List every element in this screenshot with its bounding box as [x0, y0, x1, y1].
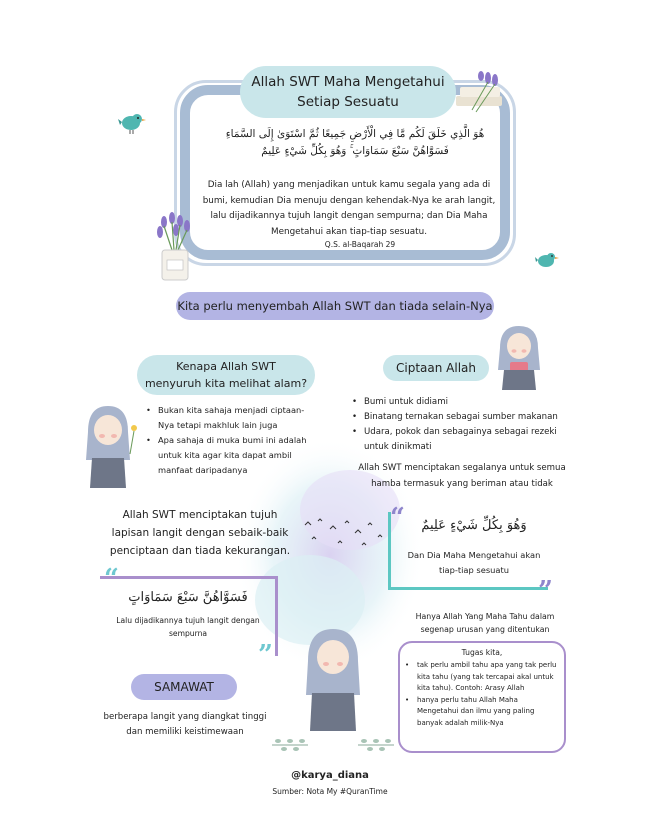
leaf-sprig-icon: [356, 735, 396, 755]
quote-close-mark: ”: [538, 576, 553, 606]
lavender-pot-icon: [152, 212, 198, 284]
ciptaan-list: [352, 395, 570, 455]
quote-left-arabic: فَسَوَّاهُنَّ سَبْعَ سَمَاوَاتٍ: [128, 590, 248, 605]
girl-illustration: [298, 625, 368, 737]
leaf-sprig-icon: [270, 735, 310, 755]
lavender-books-icon: [448, 70, 510, 122]
question-pill: [137, 355, 315, 395]
source-note: Sumber: Nota My #QuranTime: [272, 787, 388, 796]
question-answer-list: [146, 403, 318, 478]
tugas-list: [405, 660, 561, 729]
list-item: • Apa sahaja di muka bumi ini adalah untuk kita agar kita dapat ambil manfaat daripadanya: [146, 433, 318, 478]
girl-illustration: [78, 402, 140, 494]
samawat-desc: berberapa langit yang diangkat tinggi dan memiliki keistimewaan: [103, 712, 267, 737]
samawat-pill: SAMAWAT: [131, 674, 237, 700]
list-item: • Binatang ternakan sebagai sumber makanan: [352, 410, 570, 425]
page-title: [240, 66, 456, 118]
title-line-1: Allah SWT Maha Mengetahui: [251, 74, 445, 90]
verse-translation: Dia lah (Allah) yang menjadikan untuk kamu segala yang ada di bumi, kemudian Dia menuju dengan kehendak-Nya ke arah langit, lalu dijadikannya tujuh langit dengan sempurna; dan Dia Maha Mengetahui akan tiap-tiap sesuatu.: [202, 180, 496, 237]
verse-arabic: هُوَ الَّذِي خَلَقَ لَكُم مَّا فِي الْأَرْضِ جَمِيعًا ثُمَّ اسْتَوَىٰ إِلَى السَّمَاءِ فَسَوَّاهُنَّ سَبْعَ سَمَاوَاتٍ ۚ وَهُوَ بِكُلِّ شَيْءٍ عَلِيمٌ: [225, 128, 485, 157]
seven-heavens-text: Allah SWT menciptakan tujuh lapisan langit dengan sebaik-baik penciptaan dan tiada kekurangan.: [109, 509, 291, 557]
flying-birds-icon: [300, 515, 390, 555]
ciptaan-note: Allah SWT menciptakan segalanya untuk semua hamba termasuk yang beriman atau tidak: [358, 463, 566, 489]
hanya-text: Hanya Allah Yang Maha Tahu dalam segenap urusan yang ditentukan: [415, 612, 555, 634]
quote-left-translation: Lalu dijadikannya tujuh langit dengan sempurna: [116, 616, 260, 638]
verse-reference: Q.S. al-Baqarah 29: [324, 240, 396, 249]
list-item: • tak perlu ambil tahu apa yang tak perlu kita tahu (yang tak tercapai akal untuk kita tahu). Contoh: Arasy Allah: [405, 660, 561, 695]
title-line-2: Setiap Sesuatu: [297, 94, 399, 110]
list-item: • Bukan kita sahaja menjadi ciptaan-Nya tetapi makhluk lain juga: [146, 403, 318, 433]
list-item: • Bumi untuk didiami: [352, 395, 570, 410]
worship-banner: Kita perlu menyembah Allah SWT dan tiada selain-Nya: [176, 292, 494, 320]
bird-icon: [118, 110, 146, 134]
girl-illustration: [492, 322, 546, 392]
bird-icon: [535, 250, 559, 270]
question-line-1: Kenapa Allah SWT: [176, 360, 276, 373]
question-line-2: menyuruh kita melihat alam?: [144, 377, 308, 390]
quote-right-translation: Dan Dia Maha Mengetahui akan tiap-tiap sesuatu: [407, 550, 541, 575]
author-handle: @karya_diana: [291, 770, 369, 781]
quote-open-mark: “: [104, 564, 119, 594]
tugas-title: Tugas kita,: [461, 648, 503, 657]
quote-open-mark: “: [390, 503, 405, 533]
quote-right-arabic: وَهُوَ بِكُلِّ شَيْءٍ عَلِيمٌ: [421, 518, 527, 533]
list-item: • Udara, pokok dan sebagainya sebagai rezeki untuk dinikmati: [352, 425, 570, 455]
list-item: • hanya perlu tahu Allah Maha Mengetahui dan ilmu yang paling banyak adalah milik-Nya: [405, 695, 561, 730]
ciptaan-pill: Ciptaan Allah: [383, 355, 489, 381]
quote-close-mark: ”: [258, 640, 273, 670]
